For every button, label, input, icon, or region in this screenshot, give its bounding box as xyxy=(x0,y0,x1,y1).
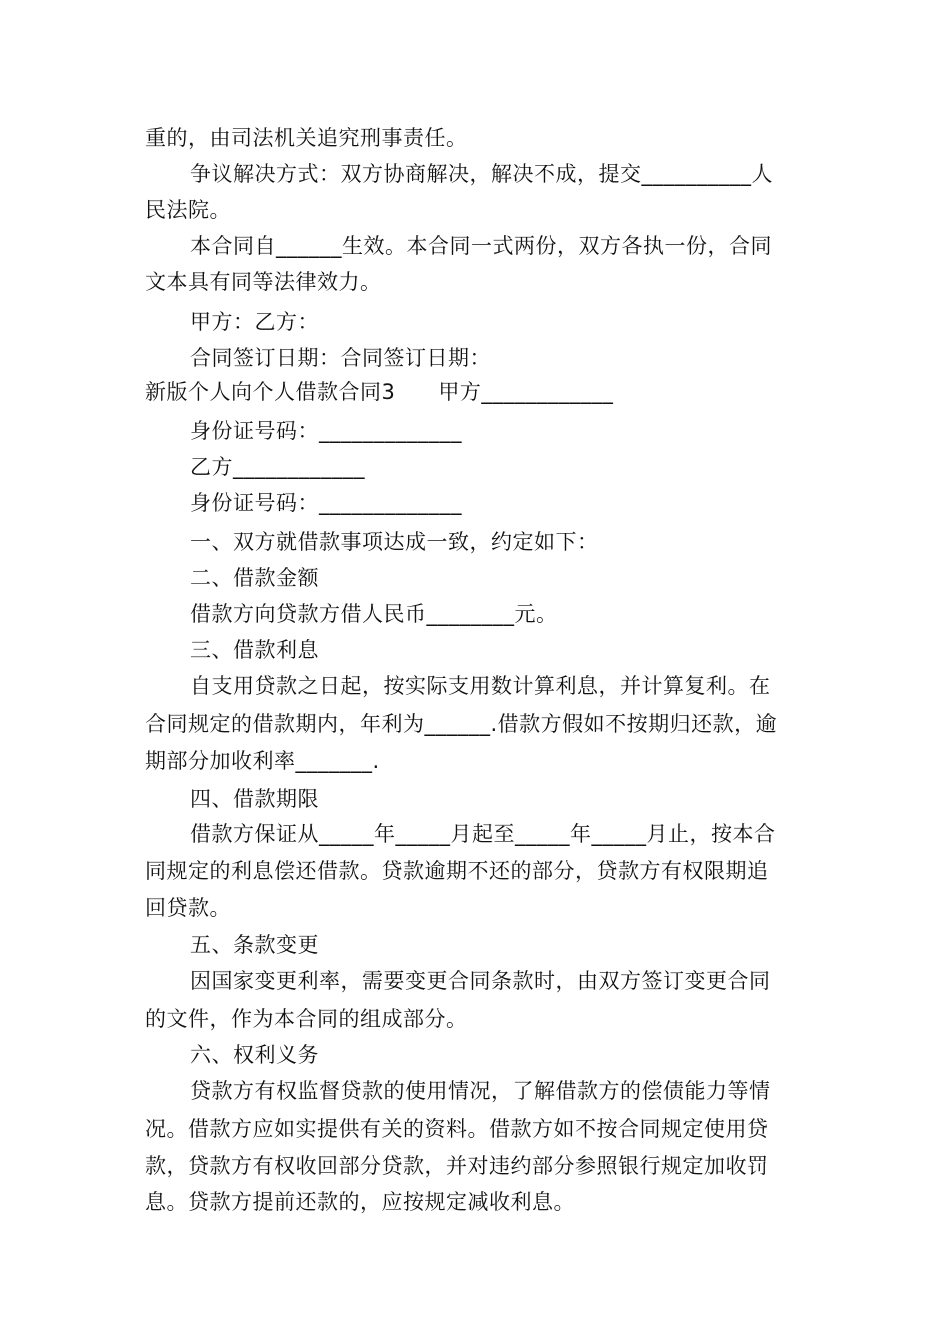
text-line: 合同签订日期：合同签订日期： xyxy=(190,346,491,370)
text-line: 三、借款利息 xyxy=(190,638,319,662)
text-line: 一、双方就借款事项达成一致，约定如下： xyxy=(190,530,599,554)
text-line: 自支用贷款之日起，按实际支用数计算利息，并计算复利。在 xyxy=(190,674,771,698)
text-line: 借款方保证从_____年_____月起至_____年_____月止，按本合 xyxy=(190,822,776,846)
text-line: 款，贷款方有权收回部分贷款，并对违约部分参照银行规定加收罚 xyxy=(145,1154,769,1178)
text-line: 乙方____________ xyxy=(190,455,365,479)
text-line: 回贷款。 xyxy=(145,896,231,920)
text-line: 期部分加收利率_______. xyxy=(145,749,380,773)
text-line: 贷款方有权监督贷款的使用情况，了解借款方的偿债能力等情 xyxy=(190,1079,771,1103)
text-line: 争议解决方式：双方协商解决，解决不成，提交__________人 xyxy=(190,162,773,186)
text-line: 五、条款变更 xyxy=(190,933,319,957)
text-line: 的文件，作为本合同的组成部分。 xyxy=(145,1007,468,1031)
text-line: 民法院。 xyxy=(145,198,231,222)
text-line: 甲方：乙方： xyxy=(190,310,319,334)
text-line: 同规定的利息偿还借款。贷款逾期不还的部分，贷款方有权限期追 xyxy=(145,859,769,883)
text-line: 身份证号码：_____________ xyxy=(190,491,462,515)
text-line: 四、借款期限 xyxy=(190,787,319,811)
text-line: 况。借款方应如实提供有关的资料。借款方如不按合同规定使用贷 xyxy=(145,1117,769,1141)
text-line: 息。贷款方提前还款的，应按规定减收利息。 xyxy=(145,1190,575,1214)
text-line: 文本具有同等法律效力。 xyxy=(145,270,382,294)
text-line: 重的，由司法机关追究刑事责任。 xyxy=(145,126,468,150)
text-line: 新版个人向个人借款合同3 甲方____________ xyxy=(145,380,614,404)
text-line: 六、权利义务 xyxy=(190,1043,319,1067)
text-line: 借款方向贷款方借人民币________元。 xyxy=(190,602,558,626)
text-line: 因国家变更利率，需要变更合同条款时，由双方签订变更合同 xyxy=(190,969,771,993)
text-line: 本合同自______生效。本合同一式两份，双方各执一份，合同 xyxy=(190,234,772,258)
text-line: 二、借款金额 xyxy=(190,566,319,590)
text-line: 合同规定的借款期内，年利为______.借款方假如不按期归还款，逾 xyxy=(145,712,778,736)
text-line: 身份证号码：_____________ xyxy=(190,419,462,443)
